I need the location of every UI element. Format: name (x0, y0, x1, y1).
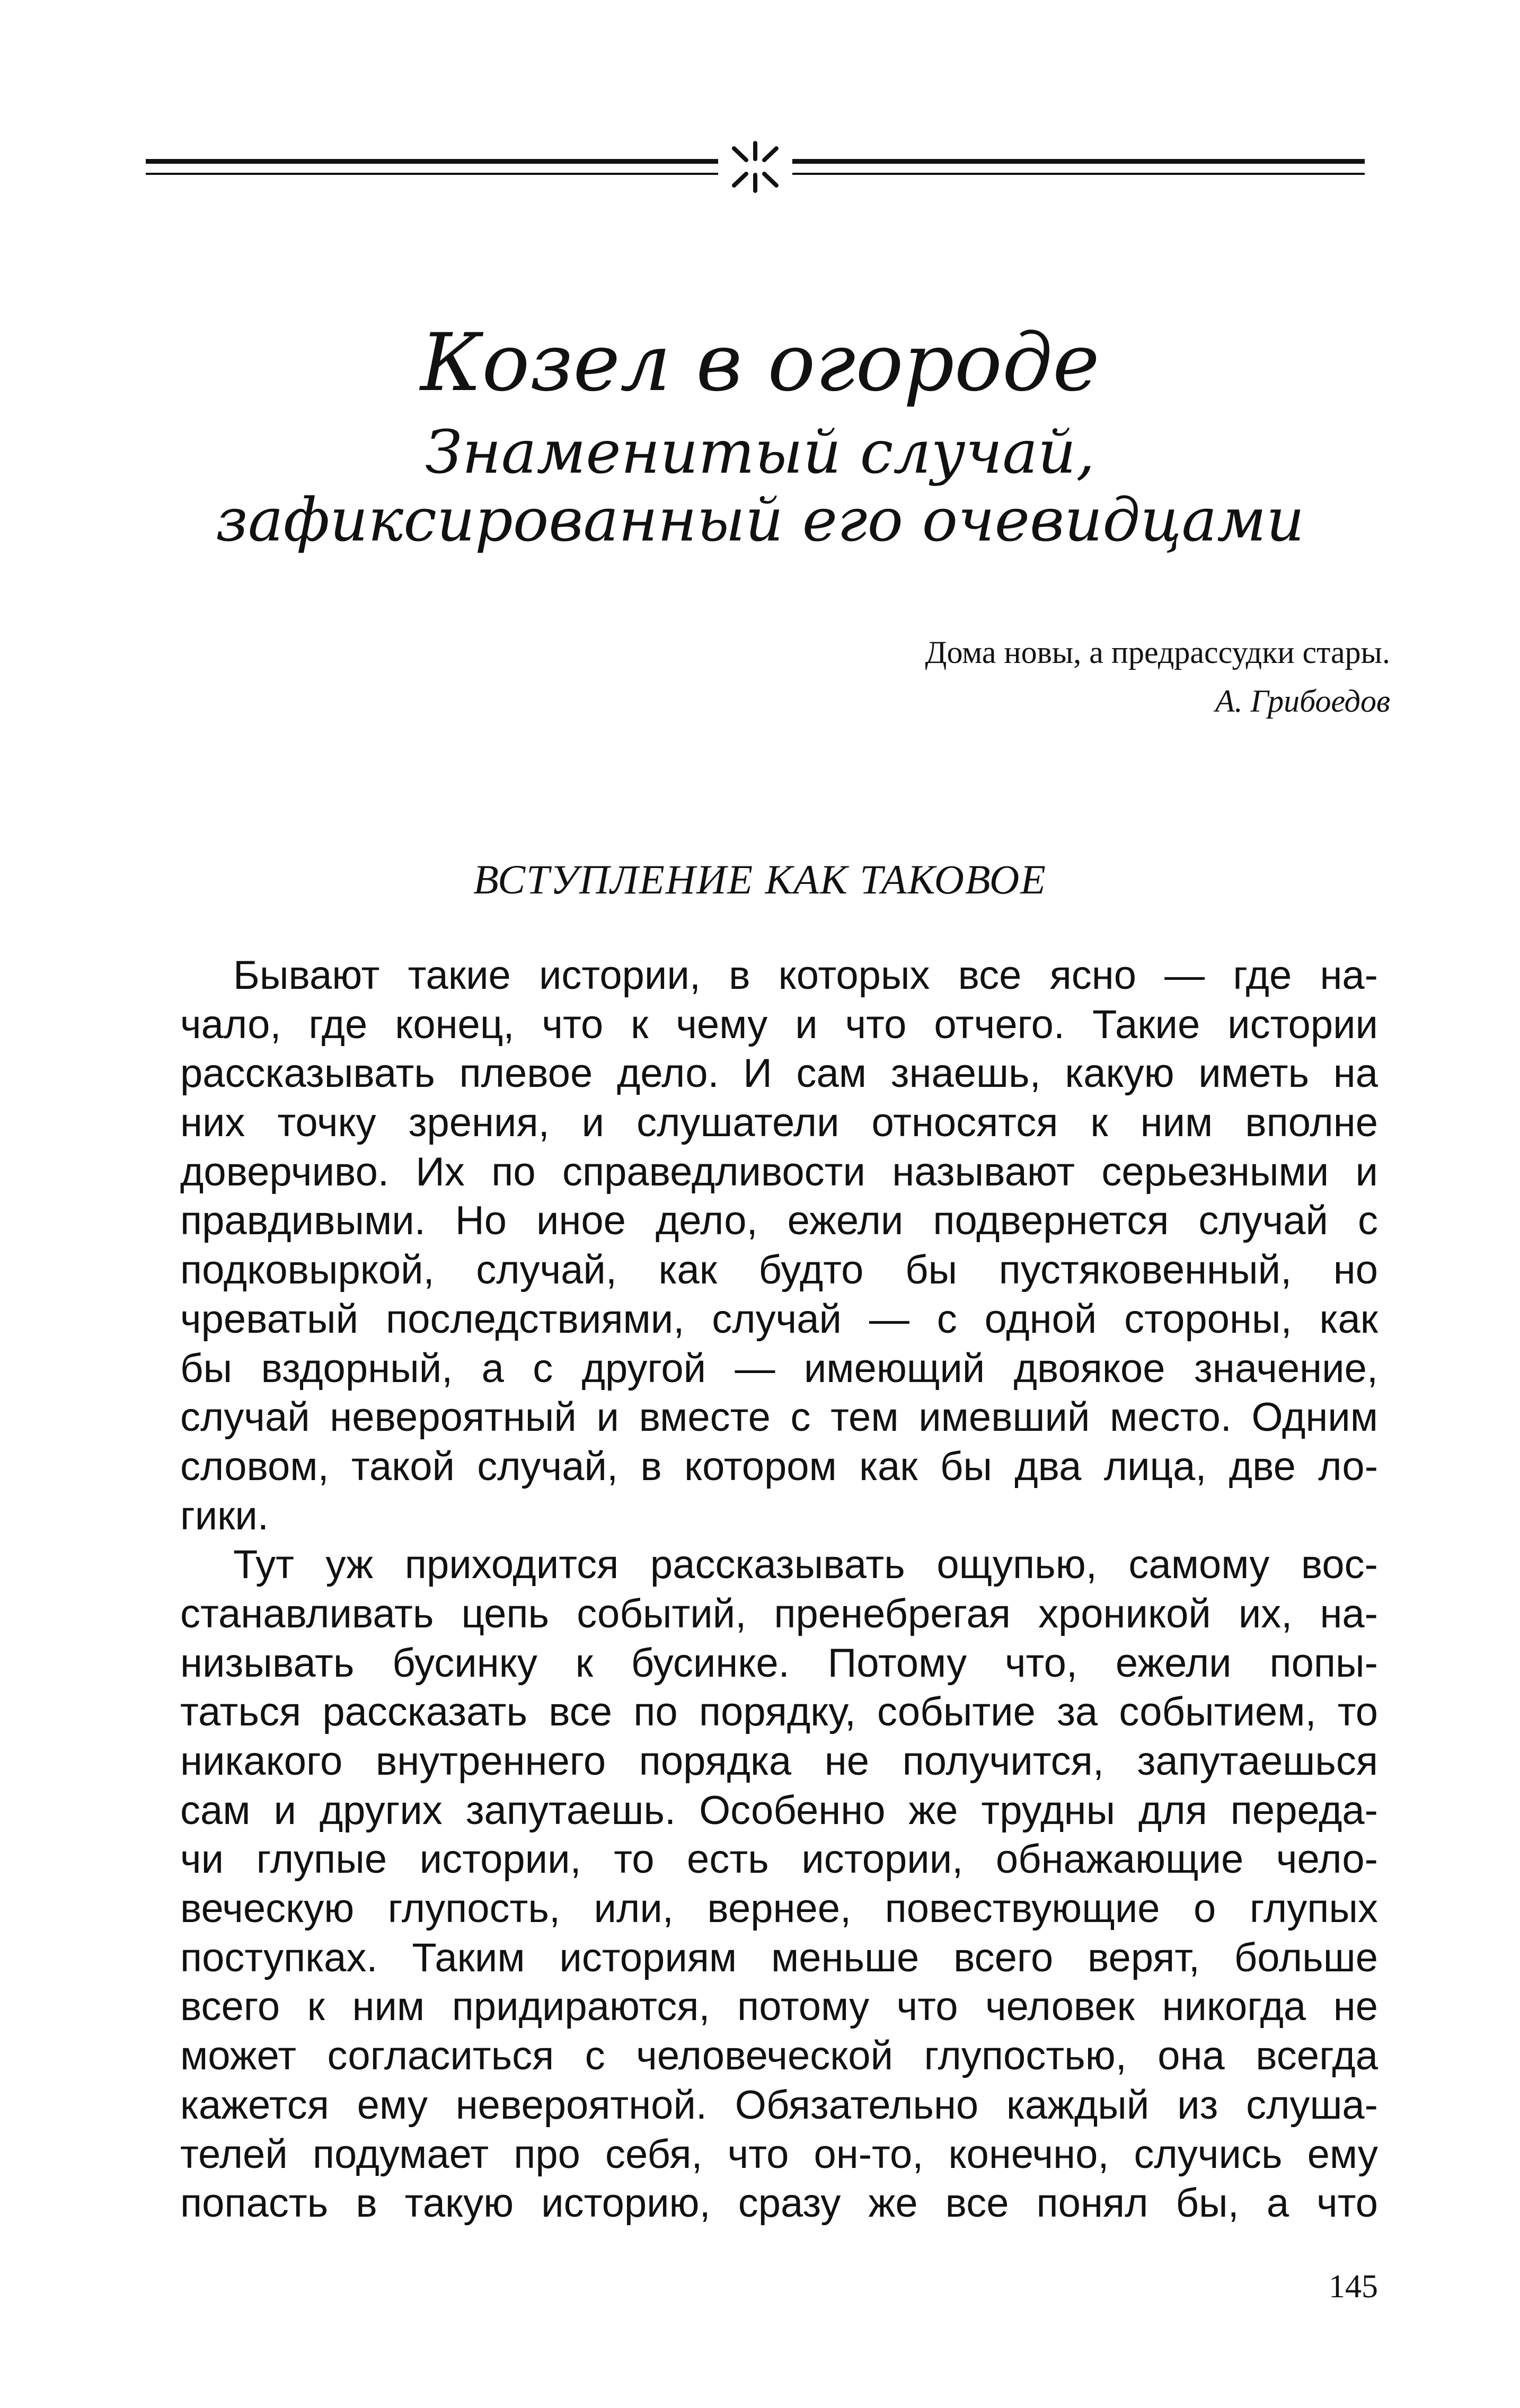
text-line: чреватый последствиями, случай — с одной стороны, как (180, 1296, 1378, 1342)
text-line: рассказывать плевое дело. И сам знаешь, какую иметь на (180, 1051, 1378, 1096)
ornamental-divider (146, 143, 1365, 201)
asterisk-ornament-icon (726, 138, 784, 196)
divider-rule-left-thin (146, 173, 718, 175)
text-line: веческую глупость, или, вернее, повествующие о глупых (180, 1886, 1378, 1932)
subtitle-line: Знаменитый случай, (425, 418, 1095, 487)
text-line: кажется ему невероятной. Обязательно каждый из слуша- (180, 2082, 1378, 2128)
text-line: Тут уж приходится рассказывать ощупью, самому вос- (233, 1542, 1378, 1588)
text-line: сам и других запутаешь. Особенно же трудны для переда- (180, 1787, 1378, 1833)
text-line: словом, такой случай, в котором как бы два лица, две ло- (180, 1444, 1378, 1489)
body-text (180, 951, 1378, 2228)
section-heading: ВСТУПЛЕНИЕ КАК ТАКОВОЕ (473, 856, 1047, 902)
subtitle-line: зафиксированный его очевидцами (215, 486, 1305, 555)
text-line: поступках. Таким историям меньше всего верят, больше (180, 1935, 1378, 1980)
text-line: чало, где конец, что к чему и что отчего. Такие истории (180, 1002, 1378, 1047)
text-line: случай невероятный и вместе с тем имевший место. Одним (180, 1395, 1378, 1440)
text-line: попасть в такую историю, сразу же все понял бы, а что (180, 2181, 1378, 2226)
text-line: чи глупые истории, то есть истории, обнажающие чело- (180, 1837, 1378, 1882)
text-line: гики. (180, 1493, 269, 1538)
text-line: доверчиво. Их по справедливости называют серьезными и (180, 1149, 1378, 1194)
text-line: всего к ним придираются, потому что человек никогда не (180, 1984, 1378, 2030)
text-line: может согласиться с человеческой глупостью, она всегда (180, 2033, 1378, 2079)
text-line: бы вздорный, а с другой — имеющий двоякое значение, (180, 1345, 1378, 1391)
divider-rule-left (146, 159, 718, 164)
epigraph-author: А. Грибоедов (1215, 684, 1390, 719)
epigraph (925, 628, 1390, 725)
text-line: таться рассказать все по порядку, событие за событием, то (180, 1689, 1378, 1735)
text-line: станавливать цепь событий, пренебрегая хроникой их, на- (180, 1591, 1378, 1636)
epigraph-quote: Дома новы, а предрассудки стары. (925, 635, 1390, 670)
text-line: никакого внутреннего порядка не получится, запутаешься (180, 1739, 1378, 1784)
divider-rule-right-thin (792, 173, 1365, 175)
text-line: правдивыми. Но иное дело, ежели подвернется случай с (180, 1198, 1378, 1244)
divider-rule-right (792, 159, 1365, 164)
page-number: 145 (1329, 2269, 1378, 2305)
text-line: них точку зрения, и слушатели относятся к ним вполне (180, 1100, 1378, 1146)
text-line: низывать бусинку к бусинке. Потому что, ежели попы- (180, 1640, 1378, 1686)
chapter-subtitle (0, 419, 1520, 554)
text-line: подковыркой, случай, как будто бы пустяковенный, но (180, 1247, 1378, 1293)
chapter-title: Козел в огороде (420, 317, 1100, 409)
text-line: телей подумает про себя, что он-то, конечно, случись ему (180, 2131, 1378, 2177)
text-line: Бывают такие истории, в которых все ясно — где на- (233, 953, 1378, 998)
